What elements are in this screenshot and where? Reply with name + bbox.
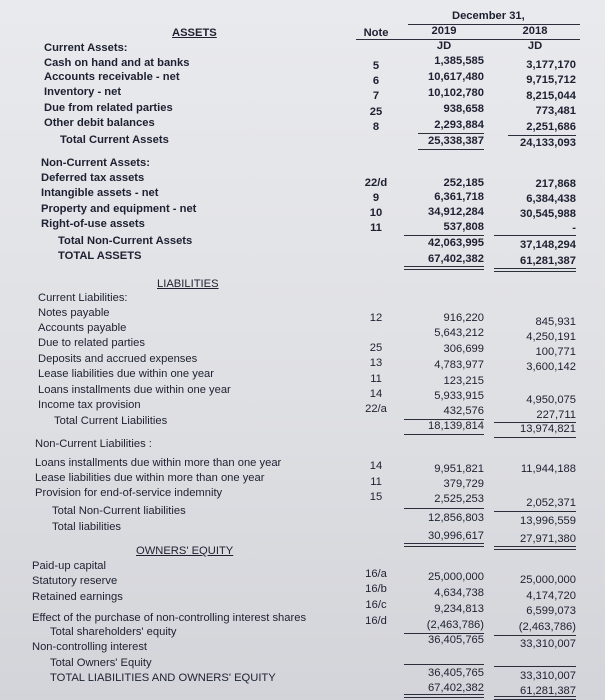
row-label: Statutory reserve <box>32 575 118 587</box>
row-label: Intangible assets - net <box>41 187 159 199</box>
row-label: Notes payable <box>38 307 110 319</box>
total-owners-equity-label: Total Owners' Equity <box>50 657 152 669</box>
row-value-2018: 8,215,044 <box>526 90 576 102</box>
total-non-current-assets-2018: 37,148,294 <box>520 239 576 251</box>
row-value-2018: 25,000,000 <box>520 574 576 586</box>
row-value-2019: 938,658 <box>443 103 484 115</box>
total-liabilities-double-rule-2019 <box>404 543 484 547</box>
unit-2019: JD <box>436 40 452 52</box>
subtotal-rule-2019 <box>418 133 484 134</box>
row-value-2019: 25,000,000 <box>428 571 484 583</box>
total-assets-2018: 61,281,387 <box>520 255 576 267</box>
non-current-assets-title: Non-Current Assets: <box>41 157 150 169</box>
row-note: 5 <box>372 60 380 72</box>
row-label: Effect of the purchase of non-controlling interest shares <box>32 612 307 624</box>
unit-2018: JD <box>527 40 543 52</box>
row-note: 11 <box>370 222 382 234</box>
row-value-2019: (2,463,786) <box>426 619 484 631</box>
row-value-2018: 773,481 <box>535 105 576 117</box>
total-current-liabilities-2019: 18,139,814 <box>428 420 484 432</box>
row-value-2019: 916,220 <box>443 312 484 324</box>
row-value-2019: 252,185 <box>443 177 484 189</box>
row-note: 6 <box>372 75 380 87</box>
row-value-2019: 9,951,821 <box>434 463 484 475</box>
row-label: Accounts receivable - net <box>44 71 180 83</box>
row-label: Inventory - net <box>44 86 122 98</box>
total-liabilities-label: Total liabilities <box>52 521 122 533</box>
row-note: 10 <box>369 207 383 219</box>
row-note: 12 <box>369 312 383 324</box>
total-rule-2019 <box>404 434 484 435</box>
row-value-2018: 6,384,438 <box>526 193 576 205</box>
year-2018-header: 2018 <box>522 25 548 37</box>
row-value-2019: 6,361,718 <box>434 191 484 203</box>
row-value-2019: 123,215 <box>443 375 484 387</box>
row-note: 16/b <box>365 583 387 595</box>
row-value-2018: 11,944,188 <box>520 463 576 475</box>
subtotal-rule-2018 <box>494 511 576 512</box>
row-note: 16/d <box>365 615 387 627</box>
current-liabilities-title: Current Liabilities: <box>38 292 128 304</box>
row-note: 13 <box>369 357 383 369</box>
total-current-assets-2018: 24,133,093 <box>520 137 576 149</box>
row-label: Cash on hand and at banks <box>44 57 190 69</box>
row-note: 15 <box>369 491 383 503</box>
total-liabilities-double-rule-2018 <box>494 546 576 550</box>
row-value-2018: 217,868 <box>535 178 576 190</box>
row-label: Retained earnings <box>32 591 123 603</box>
row-value-2018: 3,600,142 <box>526 361 576 373</box>
total-rule-2018 <box>494 437 576 438</box>
row-note: 25 <box>369 342 383 354</box>
row-value-2018: 6,599,073 <box>526 605 576 617</box>
row-value-2018: 4,250,191 <box>526 331 576 343</box>
total-current-liabilities-2018: 13,974,821 <box>520 423 576 435</box>
row-value-2018: 9,715,712 <box>526 74 576 86</box>
row-label: Lease liabilities due within more than one year <box>35 472 265 484</box>
row-value-2018: 30,545,988 <box>520 208 576 220</box>
row-value-2018: 845,931 <box>535 316 576 328</box>
row-value-2019: 10,102,780 <box>428 87 484 99</box>
owners-rule-2019 <box>404 664 484 665</box>
row-label: Income tax provision <box>38 399 141 411</box>
date-header: December 31, <box>452 10 525 22</box>
row-note: 11 <box>370 373 382 385</box>
total-assets-2019: 67,402,382 <box>428 253 484 265</box>
row-value-2019: 1,385,585 <box>434 55 484 67</box>
row-label: Property and equipment - net <box>41 203 197 215</box>
row-label: Accounts payable <box>38 322 127 334</box>
total-current-assets-label: Total Current Assets <box>60 134 169 146</box>
row-value-2018: 3,177,170 <box>526 59 576 71</box>
row-value-2019: 9,234,813 <box>434 603 484 615</box>
row-label: Loans installments due within one year <box>38 384 231 396</box>
owners-rule-2018 <box>494 666 576 667</box>
row-value-2019: 2,293,884 <box>434 119 484 131</box>
liabilities-heading: LIABILITIES <box>157 278 219 290</box>
total-assets-double-rule-2018 <box>494 268 576 272</box>
assets-heading: ASSETS <box>172 27 217 39</box>
subtotal-rule-2019 <box>404 508 484 509</box>
row-value-2019: 5,933,915 <box>434 390 484 402</box>
row-value-2018: 4,950,075 <box>526 394 576 406</box>
row-note: 25 <box>369 106 383 118</box>
total-owners-equity-2019: 36,405,765 <box>428 667 484 679</box>
row-value-2018: 227,711 <box>536 409 576 421</box>
row-label: Lease liabilities due within one year <box>38 368 215 380</box>
row-value-2019: 379,729 <box>443 478 484 490</box>
row-value-2019: 4,783,977 <box>434 359 484 371</box>
row-value-2018: 2,052,371 <box>526 497 576 509</box>
subtotal-rule-2019 <box>404 235 484 236</box>
row-note: 22/d <box>364 177 388 189</box>
total-liabilities-2019: 30,996,617 <box>428 530 484 542</box>
row-value-2019: 34,912,284 <box>428 206 484 218</box>
row-label: Provision for end-of-service indemnity <box>35 487 223 499</box>
row-value-2018: - <box>572 222 576 234</box>
note-column-header: Note <box>363 27 389 39</box>
current-assets-title: Current Assets: <box>44 42 128 54</box>
non-current-liabilities-title: Non-Current Liabilities : <box>35 438 152 450</box>
row-label: Paid-up capital <box>32 560 107 572</box>
subtotal-rule-2018 <box>494 635 576 636</box>
total-current-liabilities-label: Total Current Liabilities <box>54 415 168 427</box>
total-non-current-liabilities-2018: 13,996,559 <box>520 515 576 527</box>
subtotal-rule-2018 <box>508 135 576 136</box>
year-2019-header: 2019 <box>431 25 457 37</box>
row-value-2019: 5,643,212 <box>434 327 484 339</box>
row-note: 7 <box>372 90 380 102</box>
row-note: 16/a <box>365 568 387 580</box>
total-liabilities-and-equity-2019: 67,402,382 <box>428 682 484 694</box>
total-non-current-assets-label: Total Non-Current Assets <box>58 235 193 247</box>
row-value-2019: 306,699 <box>443 343 484 355</box>
row-note: 9 <box>372 192 380 204</box>
row-label: Due to related parties <box>38 337 145 349</box>
total-non-current-liabilities-label: Total Non-Current liabilities <box>52 505 186 517</box>
non-controlling-interest-label: Non-controlling interest <box>32 641 148 653</box>
row-label: Deferred tax assets <box>41 172 145 184</box>
row-label: Due from related parties <box>44 102 173 114</box>
total-rule-2019 <box>418 149 484 150</box>
total-assets-double-rule-2019 <box>404 266 484 270</box>
row-note: 11 <box>370 476 382 488</box>
grand-total-double-rule-2019 <box>404 694 484 698</box>
total-non-current-assets-2019: 42,063,995 <box>428 237 484 249</box>
total-shareholders-equity-label: Total shareholders' equity <box>50 626 177 638</box>
subtotal-rule-2018 <box>494 235 576 236</box>
row-value-2019: 10,617,480 <box>428 71 484 83</box>
row-value-2018: (2,463,786) <box>518 621 576 633</box>
row-value-2019: 2,525,253 <box>434 493 484 505</box>
total-liabilities-and-equity-label: TOTAL LIABILITIES AND OWNERS' EQUITY <box>50 672 276 684</box>
grand-total-double-rule-2018 <box>494 696 576 700</box>
row-value-2018: 4,174,720 <box>526 590 576 602</box>
row-label: Deposits and accrued expenses <box>38 353 198 365</box>
total-shareholders-equity-2018: 33,310,007 <box>520 638 576 650</box>
row-note: 8 <box>372 121 380 133</box>
row-value-2018: 2,251,686 <box>526 121 576 133</box>
total-owners-equity-2018: 33,310,007 <box>520 670 576 682</box>
row-note: 14 <box>369 460 383 472</box>
row-value-2019: 4,634,738 <box>434 587 484 599</box>
total-liabilities-and-equity-2018: 61,281,387 <box>520 685 576 697</box>
total-liabilities-2018: 27,971,380 <box>520 533 576 545</box>
row-note: 16/c <box>365 599 387 611</box>
row-value-2019: 537,808 <box>443 221 484 233</box>
row-label: Other debit balances <box>44 117 155 129</box>
total-shareholders-equity-2019: 36,405,765 <box>428 634 484 646</box>
owners-equity-heading: OWNERS' EQUITY <box>136 545 234 557</box>
total-non-current-liabilities-2019: 12,856,803 <box>428 512 484 524</box>
row-note: 22/a <box>365 403 387 415</box>
total-current-assets-2019: 25,338,387 <box>428 135 484 147</box>
total-assets-label: TOTAL ASSETS <box>58 250 142 262</box>
row-label: Right-of-use assets <box>41 218 145 230</box>
row-label: Loans installments due within more than one year <box>35 457 282 469</box>
row-value-2019: 432,576 <box>443 405 484 417</box>
row-value-2018: 100,771 <box>535 346 576 358</box>
row-note: 14 <box>369 388 383 400</box>
